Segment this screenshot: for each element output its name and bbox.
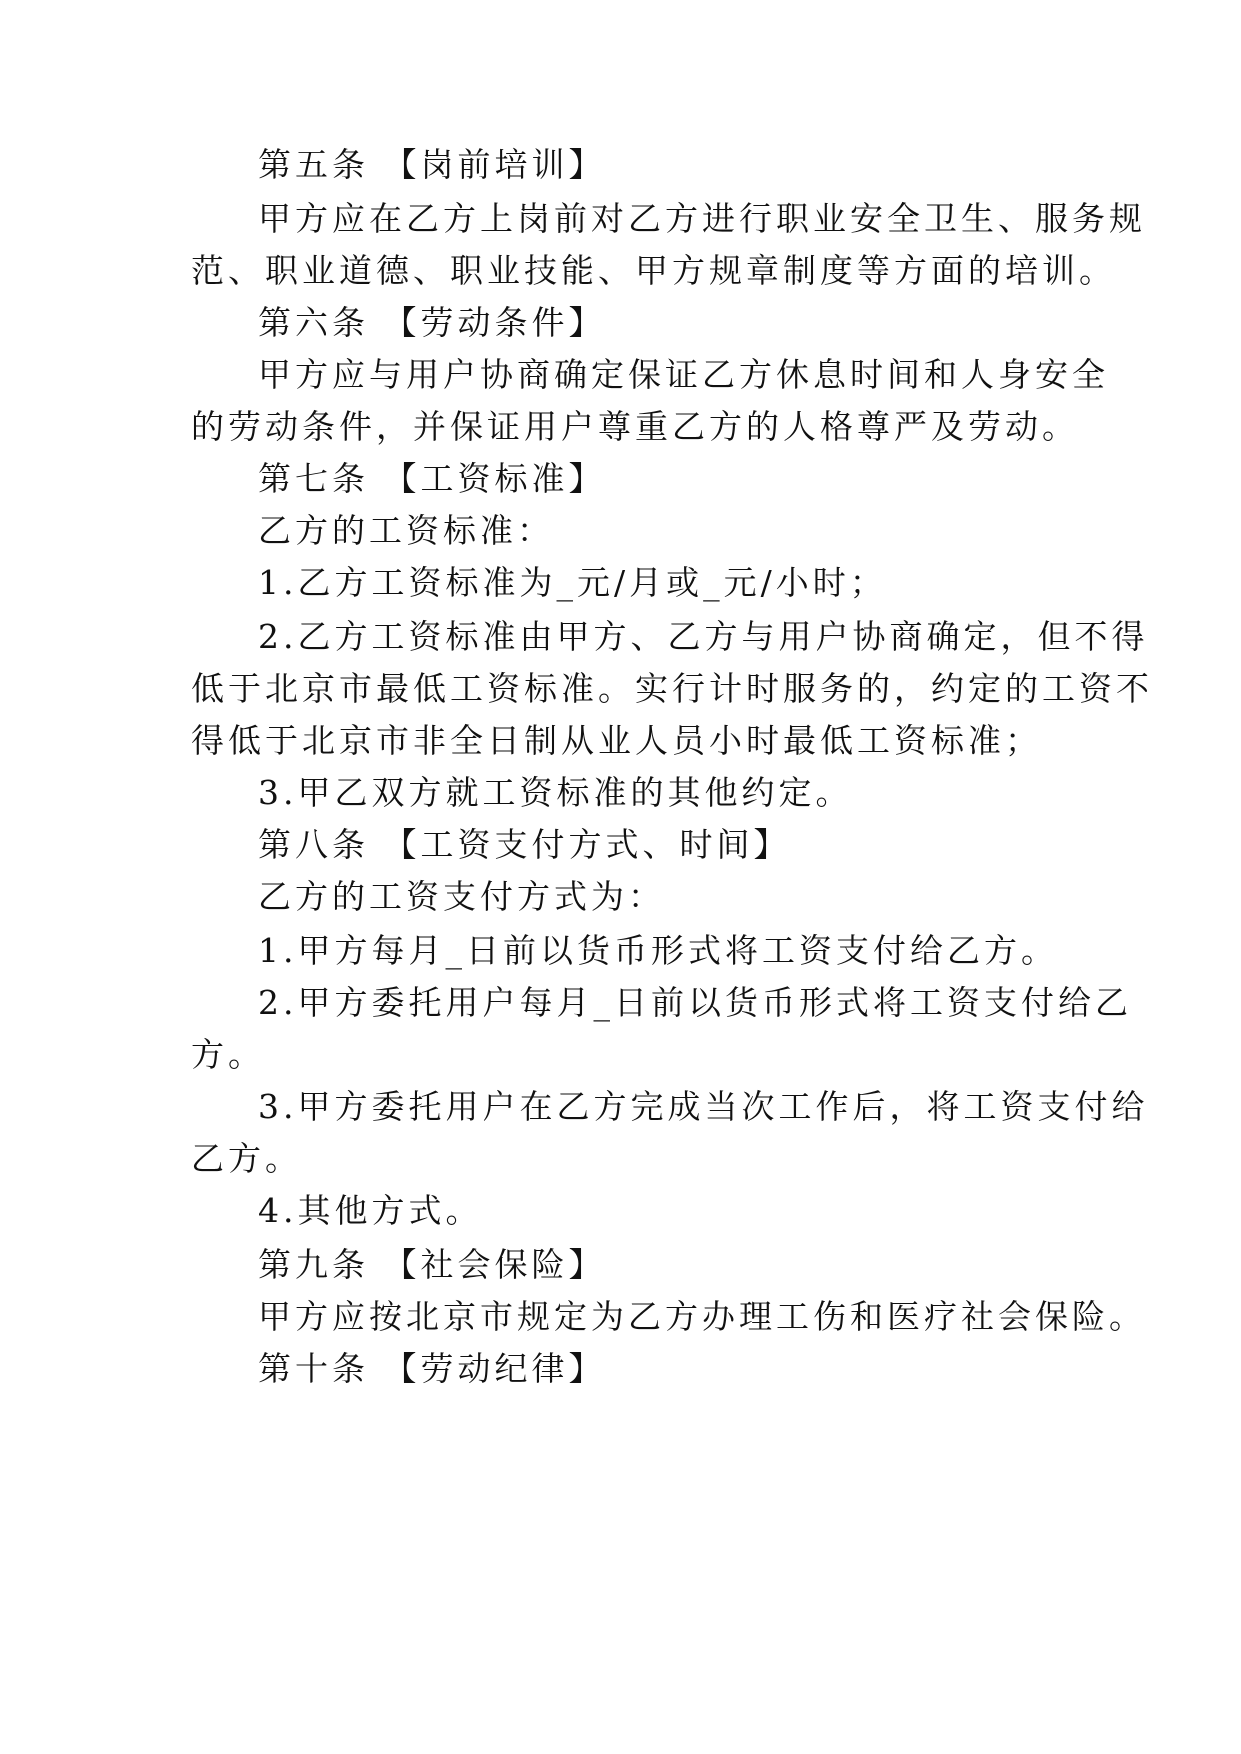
wage-payment-item-3-line-2: 乙方。 <box>191 1139 302 1178</box>
wage-standard-item-2-line-1: 2.乙方工资标准由甲方、乙方与用户协商确定，但不得 <box>258 617 1149 656</box>
article-8-heading: 第八条 【工资支付方式、时间】 <box>258 825 791 864</box>
wage-standard-item-2-line-3: 得低于北京市非全日制从业人员小时最低工资标准； <box>191 721 1042 760</box>
wage-standard-item-1: 1.乙方工资标准为_元/月或_元/小时； <box>258 563 887 602</box>
wage-standard-intro: 乙方的工资标准： <box>258 511 554 550</box>
article-10-heading: 第十条 【劳动纪律】 <box>258 1349 606 1388</box>
article-9-heading: 第九条 【社会保险】 <box>258 1245 606 1284</box>
wage-payment-intro: 乙方的工资支付方式为： <box>258 877 665 916</box>
article-5-heading: 第五条 【岗前培训】 <box>258 145 606 184</box>
wage-payment-item-2-line-1: 2.甲方委托用户每月_日前以货币形式将工资支付给乙 <box>258 983 1132 1022</box>
article-6-text-line-2: 的劳动条件，并保证用户尊重乙方的人格尊严及劳动。 <box>191 407 1079 446</box>
wage-standard-item-2-line-2: 低于北京市最低工资标准。实行计时服务的，约定的工资不 <box>191 669 1153 708</box>
article-6-heading: 第六条 【劳动条件】 <box>258 303 606 342</box>
wage-payment-item-4: 4.其他方式。 <box>258 1191 483 1230</box>
article-6-text-line-1: 甲方应与用户协商确定保证乙方休息时间和人身安全 <box>258 355 1109 394</box>
article-5-text-line-1: 甲方应在乙方上岗前对乙方进行职业安全卫生、服务规 <box>258 199 1146 238</box>
wage-standard-item-3: 3.甲乙双方就工资标准的其他约定。 <box>258 773 853 812</box>
article-7-heading: 第七条 【工资标准】 <box>258 459 606 498</box>
wage-payment-item-1: 1.甲方每月_日前以货币形式将工资支付给乙方。 <box>258 931 1058 970</box>
wage-payment-item-3-line-1: 3.甲方委托用户在乙方完成当次工作后，将工资支付给 <box>258 1087 1149 1126</box>
wage-payment-item-2-line-2: 方。 <box>191 1035 265 1074</box>
article-5-text-line-2: 范、职业道德、职业技能、甲方规章制度等方面的培训。 <box>191 251 1116 290</box>
article-9-text: 甲方应按北京市规定为乙方办理工伤和医疗社会保险。 <box>258 1297 1146 1336</box>
